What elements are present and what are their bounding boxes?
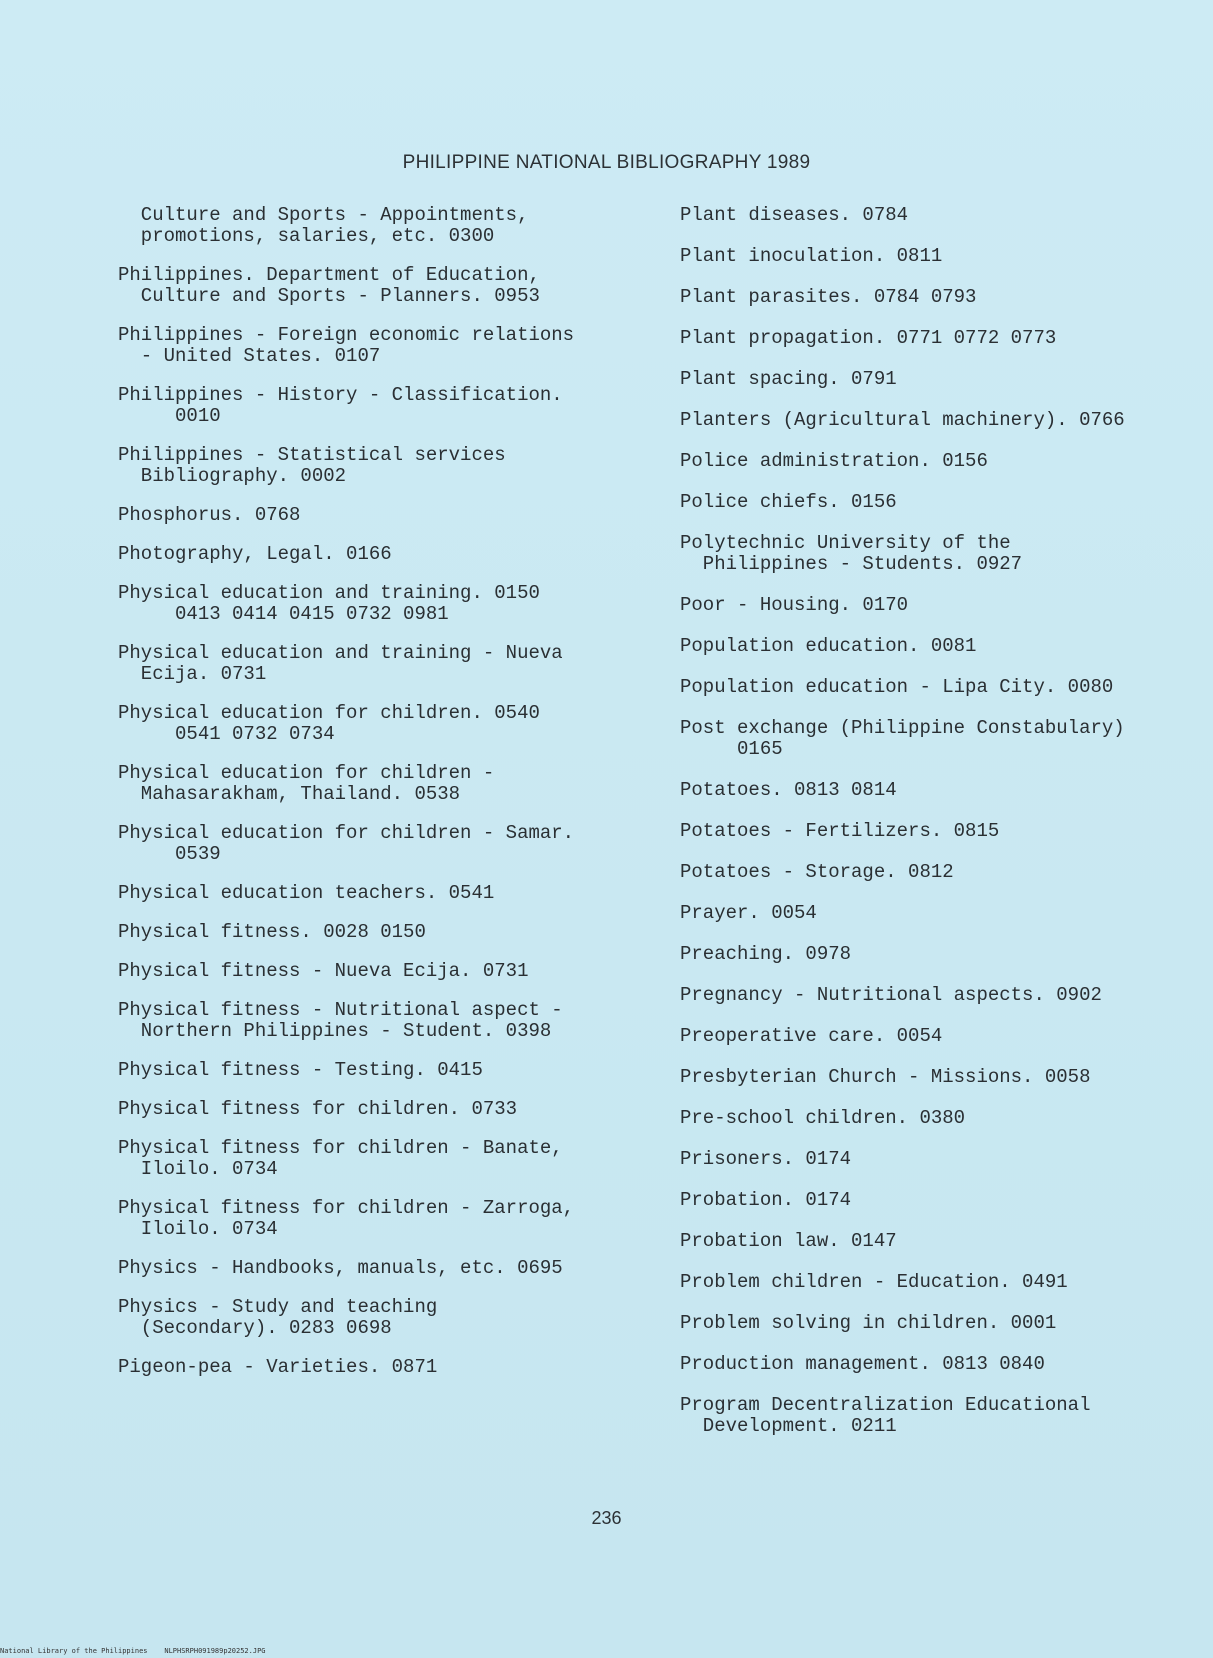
index-entry: Plant spacing. 0791: [680, 368, 897, 390]
index-entry: Preaching. 0978: [680, 943, 852, 965]
index-entry: Photography, Legal. 0166: [118, 543, 392, 565]
index-entry: Probation law. 0147: [680, 1230, 897, 1252]
index-entry: Potatoes - Storage. 0812: [680, 861, 954, 883]
index-entry: Problem children - Education. 0491: [680, 1271, 1068, 1293]
index-entry: Pigeon-pea - Varieties. 0871: [118, 1356, 438, 1378]
index-entry: Philippines - Statistical services Bibliography. 0002: [118, 444, 506, 487]
index-entry: Plant diseases. 0784: [680, 204, 909, 226]
index-entry: Physical fitness - Nutritional aspect - Northern Philippines - Student. 0398: [118, 999, 563, 1042]
index-entry: Physical fitness for children. 0733: [118, 1098, 518, 1120]
index-entry: Physical fitness - Nueva Ecija. 0731: [118, 960, 529, 982]
index-entry: Physical education teachers. 0541: [118, 882, 495, 904]
index-entry: Pre-school children. 0380: [680, 1107, 966, 1129]
index-entry: Problem solving in children. 0001: [680, 1312, 1057, 1334]
index-entry: Post exchange (Philippine Constabulary) 0165: [680, 717, 1125, 760]
index-entry: Philippines. Department of Education, Culture and Sports - Planners. 0953: [118, 264, 540, 307]
index-entry: Pregnancy - Nutritional aspects. 0902: [680, 984, 1102, 1006]
index-entry: Physical education for children. 0540 0541 0732 0734: [118, 702, 540, 745]
index-entry: Plant propagation. 0771 0772 0773: [680, 327, 1057, 349]
index-entry: Physical education and training. 0150 0413 0414 0415 0732 0981: [118, 582, 540, 625]
index-entry: Polytechnic University of the Philippines - Students. 0927: [680, 532, 1023, 575]
index-entry: Population education. 0081: [680, 635, 977, 657]
index-entry: Physics - Study and teaching (Secondary). 0283 0698: [118, 1296, 438, 1339]
index-entry: Presbyterian Church - Missions. 0058: [680, 1066, 1091, 1088]
index-entry: Physical fitness. 0028 0150: [118, 921, 426, 943]
index-entry: Production management. 0813 0840: [680, 1353, 1045, 1375]
index-entry: Prayer. 0054: [680, 902, 817, 924]
index-entry: Plant parasites. 0784 0793: [680, 286, 977, 308]
index-entry: Philippines - History - Classification. 0010: [118, 384, 563, 427]
left-column: [118, 205, 648, 1378]
page-title: PHILIPPINE NATIONAL BIBLIOGRAPHY 1989: [402, 152, 811, 173]
index-entry: Police administration. 0156: [680, 450, 988, 472]
index-entry: Police chiefs. 0156: [680, 491, 897, 513]
index-entry: Prisoners. 0174: [680, 1148, 852, 1170]
index-entry: Physical fitness for children - Zarroga, Iloilo. 0734: [118, 1197, 575, 1240]
right-column: [680, 205, 1200, 1437]
index-entry: Planters (Agricultural machinery). 0766: [680, 409, 1125, 431]
index-entry: Physical fitness - Testing. 0415: [118, 1059, 483, 1081]
index-entry: Potatoes. 0813 0814: [680, 779, 897, 801]
index-entry: Philippines - Foreign economic relations - United States. 0107: [118, 324, 575, 367]
page-number: 236: [591, 1508, 622, 1528]
index-entry: Probation. 0174: [680, 1189, 852, 1211]
index-entry: Poor - Housing. 0170: [680, 594, 909, 616]
index-entry: Phosphorus. 0768: [118, 504, 301, 526]
index-entry: Plant inoculation. 0811: [680, 245, 943, 267]
index-entry: Physical education and training - Nueva Ecija. 0731: [118, 642, 563, 685]
index-entry: Culture and Sports - Appointments, promotions, salaries, etc. 0300: [140, 204, 529, 247]
index-entry: Physics - Handbooks, manuals, etc. 0695: [118, 1257, 563, 1279]
index-entry: Population education - Lipa City. 0080: [680, 676, 1114, 698]
index-entry: Physical education for children - Mahasarakham, Thailand. 0538: [118, 762, 495, 805]
index-entry: Potatoes - Fertilizers. 0815: [680, 820, 1000, 842]
index-entry: Preoperative care. 0054: [680, 1025, 943, 1047]
index-entry: Physical education for children - Samar. 0539: [118, 822, 575, 865]
index-entry: Physical fitness for children - Banate, Iloilo. 0734: [118, 1137, 563, 1180]
index-entry: Program Decentralization Educational Development. 0211: [680, 1394, 1091, 1437]
scan-footer: National Library of the Philippines NLPHSRPH091989p20252.JPG: [0, 1647, 266, 1655]
